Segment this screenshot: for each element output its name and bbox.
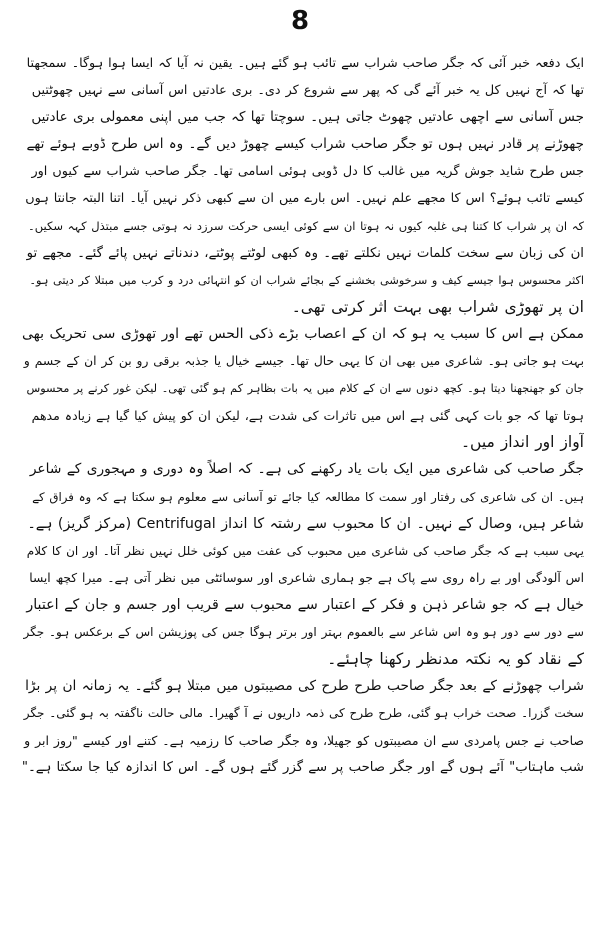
- text-line: جس آسانی سے اچھی عادتیں چھوٹ جاتی ہیں۔ سوچتا تھا کہ جب میں اپنی معمولی بری عادتیں: [31, 109, 584, 126]
- text-line: ان کی زبان سے سخت کلمات نہیں نکلتے تھے۔ وہ کبھی لوٹتے پوٹتے، دندناتے نہیں پائے گئے۔ مجھے تو: [26, 245, 584, 261]
- text-line: خیال ہے کہ جو شاعر ذہن و فکر کے اعتبار سے محبوب سے قریب اور جسم و جان کے اعتبار: [26, 596, 584, 613]
- page-number: 8: [290, 6, 310, 36]
- text-line: چھوڑنے پر قادر نہیں ہوں تو جگر صاحب شراب کیسے چھوڑ دیں گے۔ وہ اس طرح ڈوبے ہوئے تھے: [26, 136, 584, 153]
- text-line: جس طرح شاید جوش گریہ میں غالب کا دل ڈوبی ہوئی اسامی تھا۔ جگر صاحب شراب سے کیوں اور: [31, 164, 584, 180]
- text-line: جگر صاحب کی شاعری میں ایک بات یاد رکھنے کی ہے۔ کہ اصلاً وہ دوری و مہجوری کے شاعر: [29, 461, 584, 478]
- text-line: کیسے تائب ہوئے؟ اس کا مجھے علم نہیں۔ اس بارے میں ان سے کبھی ذکر نہیں آیا۔ اتنا البتہ جانتا ہوں: [25, 191, 584, 207]
- text-line: اکثر محسوس ہوا جیسے کیف و سرخوشی بخشنے کے بجائے شراب ان کو انتہائی درد و کرب میں مبتلا کر دیتی ہو۔: [29, 273, 584, 287]
- text-line: کہ ان پر شراب کا کتنا ہی غلبہ کیوں نہ ہوتا ان سے کوئی ایسی حرکت سرزد نہ ہوتی جسے مبتذل کہہ سکیں۔: [28, 218, 584, 233]
- text-line: شاعر ہیں، وصال کے نہیں۔ ان کا محبوب سے رشتہ کا انداز Centrifugal (مرکز گریز) ہے۔: [27, 515, 584, 532]
- text-line: یہی سبب ہے کہ جگر صاحب کی شاعری میں محبوب کی عفت میں کوئی خلل نہیں نظر آتا۔ اور ان کا کلام: [26, 543, 584, 558]
- text-line: ہوتا تھا کہ جو بات کہی گئی ہے اس میں تاثرات کی شدت ہے، لیکن ان کو پیش کیا گیا ہے زیادہ مدھم: [31, 408, 584, 424]
- text-line: ایک دفعہ خبر آئی کہ جگر صاحب شراب سے تائب ہو گئے ہیں۔ یقین نہ آیا کہ ایسا ہوا ہوگا۔ سمجھتا: [26, 56, 584, 71]
- text-line: صاحب نے جس پامردی سے ان مصیبتوں کو جھیلا، وہ جگر صاحب کا رزمیہ ہے۔ کتنے اور کیسے "روز ابر و: [24, 733, 584, 749]
- text-line: اس آلودگی اور بے راہ روی سے پاک ہے جو ہماری شاعری اور سوسائٹی میں نظر آتی ہے۔ میرا کچھ ایسا: [29, 570, 584, 585]
- text-line: بہت ہو جاتی ہو۔ شاعری میں بھی ان کا یہی حال تھا۔ جیسے خیال یا جذبہ برقی رو بن کر ان کے جسم و: [23, 354, 584, 369]
- text-line: تھا کہ آج نہیں کل یہ خبر آئے گی کہ پھر سے شروع کر دی۔ بری عادتیں اس آسانی سے نہیں چھوٹتیں: [31, 83, 584, 99]
- text-line: ان پر تھوڑی شراب بھی بہت اثر کرتی تھی۔: [291, 297, 584, 316]
- text-line: شب ماہتاب" آئے ہوں گے اور جگر صاحب پر سے گزر گئے ہوں گے۔ اس کا اندازہ کیا جا سکتا ہے۔": [22, 760, 584, 776]
- text-line: ہیں۔ ان کی شاعری کی رفتار اور سمت کا مطالعہ کیا جائے تو آسانی سے معلوم ہو سکتا ہے کہ وہ فراق کے: [32, 489, 584, 504]
- text-line: سخت گزرا۔ صحت خراب ہو گئی، طرح طرح کی ذمہ داریوں نے آ گھیرا۔ مالی حالت ناگفتہ بہ ہو گئی۔ جگر: [23, 706, 584, 721]
- text-line: ممکن ہے اس کا سبب یہ ہو کہ ان کے اعصاب بڑے ذکی الحس تھے اور تھوڑی سی تحریک بھی: [22, 325, 584, 342]
- text-line: آواز اور انداز میں۔: [460, 433, 584, 452]
- text-line: کے نقاد کو یہ نکتہ مدنظر رکھنا چاہئے۔: [327, 650, 584, 669]
- text-line: جان کو جھنجھنا دیتا ہو۔ کچھ دنوں سے ان کے کلام میں یہ بات بظاہر کم ہو گئی تھی۔ لیکن غور کرنے پر محسوس: [26, 382, 584, 396]
- text-line: سے دور سے دور ہو وہ اس شاعر سے بالعموم بہتر اور برتر ہوگا جس کی پوزیشن اس کے برعکس ہو۔ جگر: [23, 624, 584, 639]
- text-line: شراب چھوڑنے کے بعد جگر صاحب طرح طرح کی مصیبتوں میں مبتلا ہو گئے۔ یہ زمانہ ان پر بڑا: [25, 678, 584, 695]
- body-text: [22, 50, 584, 782]
